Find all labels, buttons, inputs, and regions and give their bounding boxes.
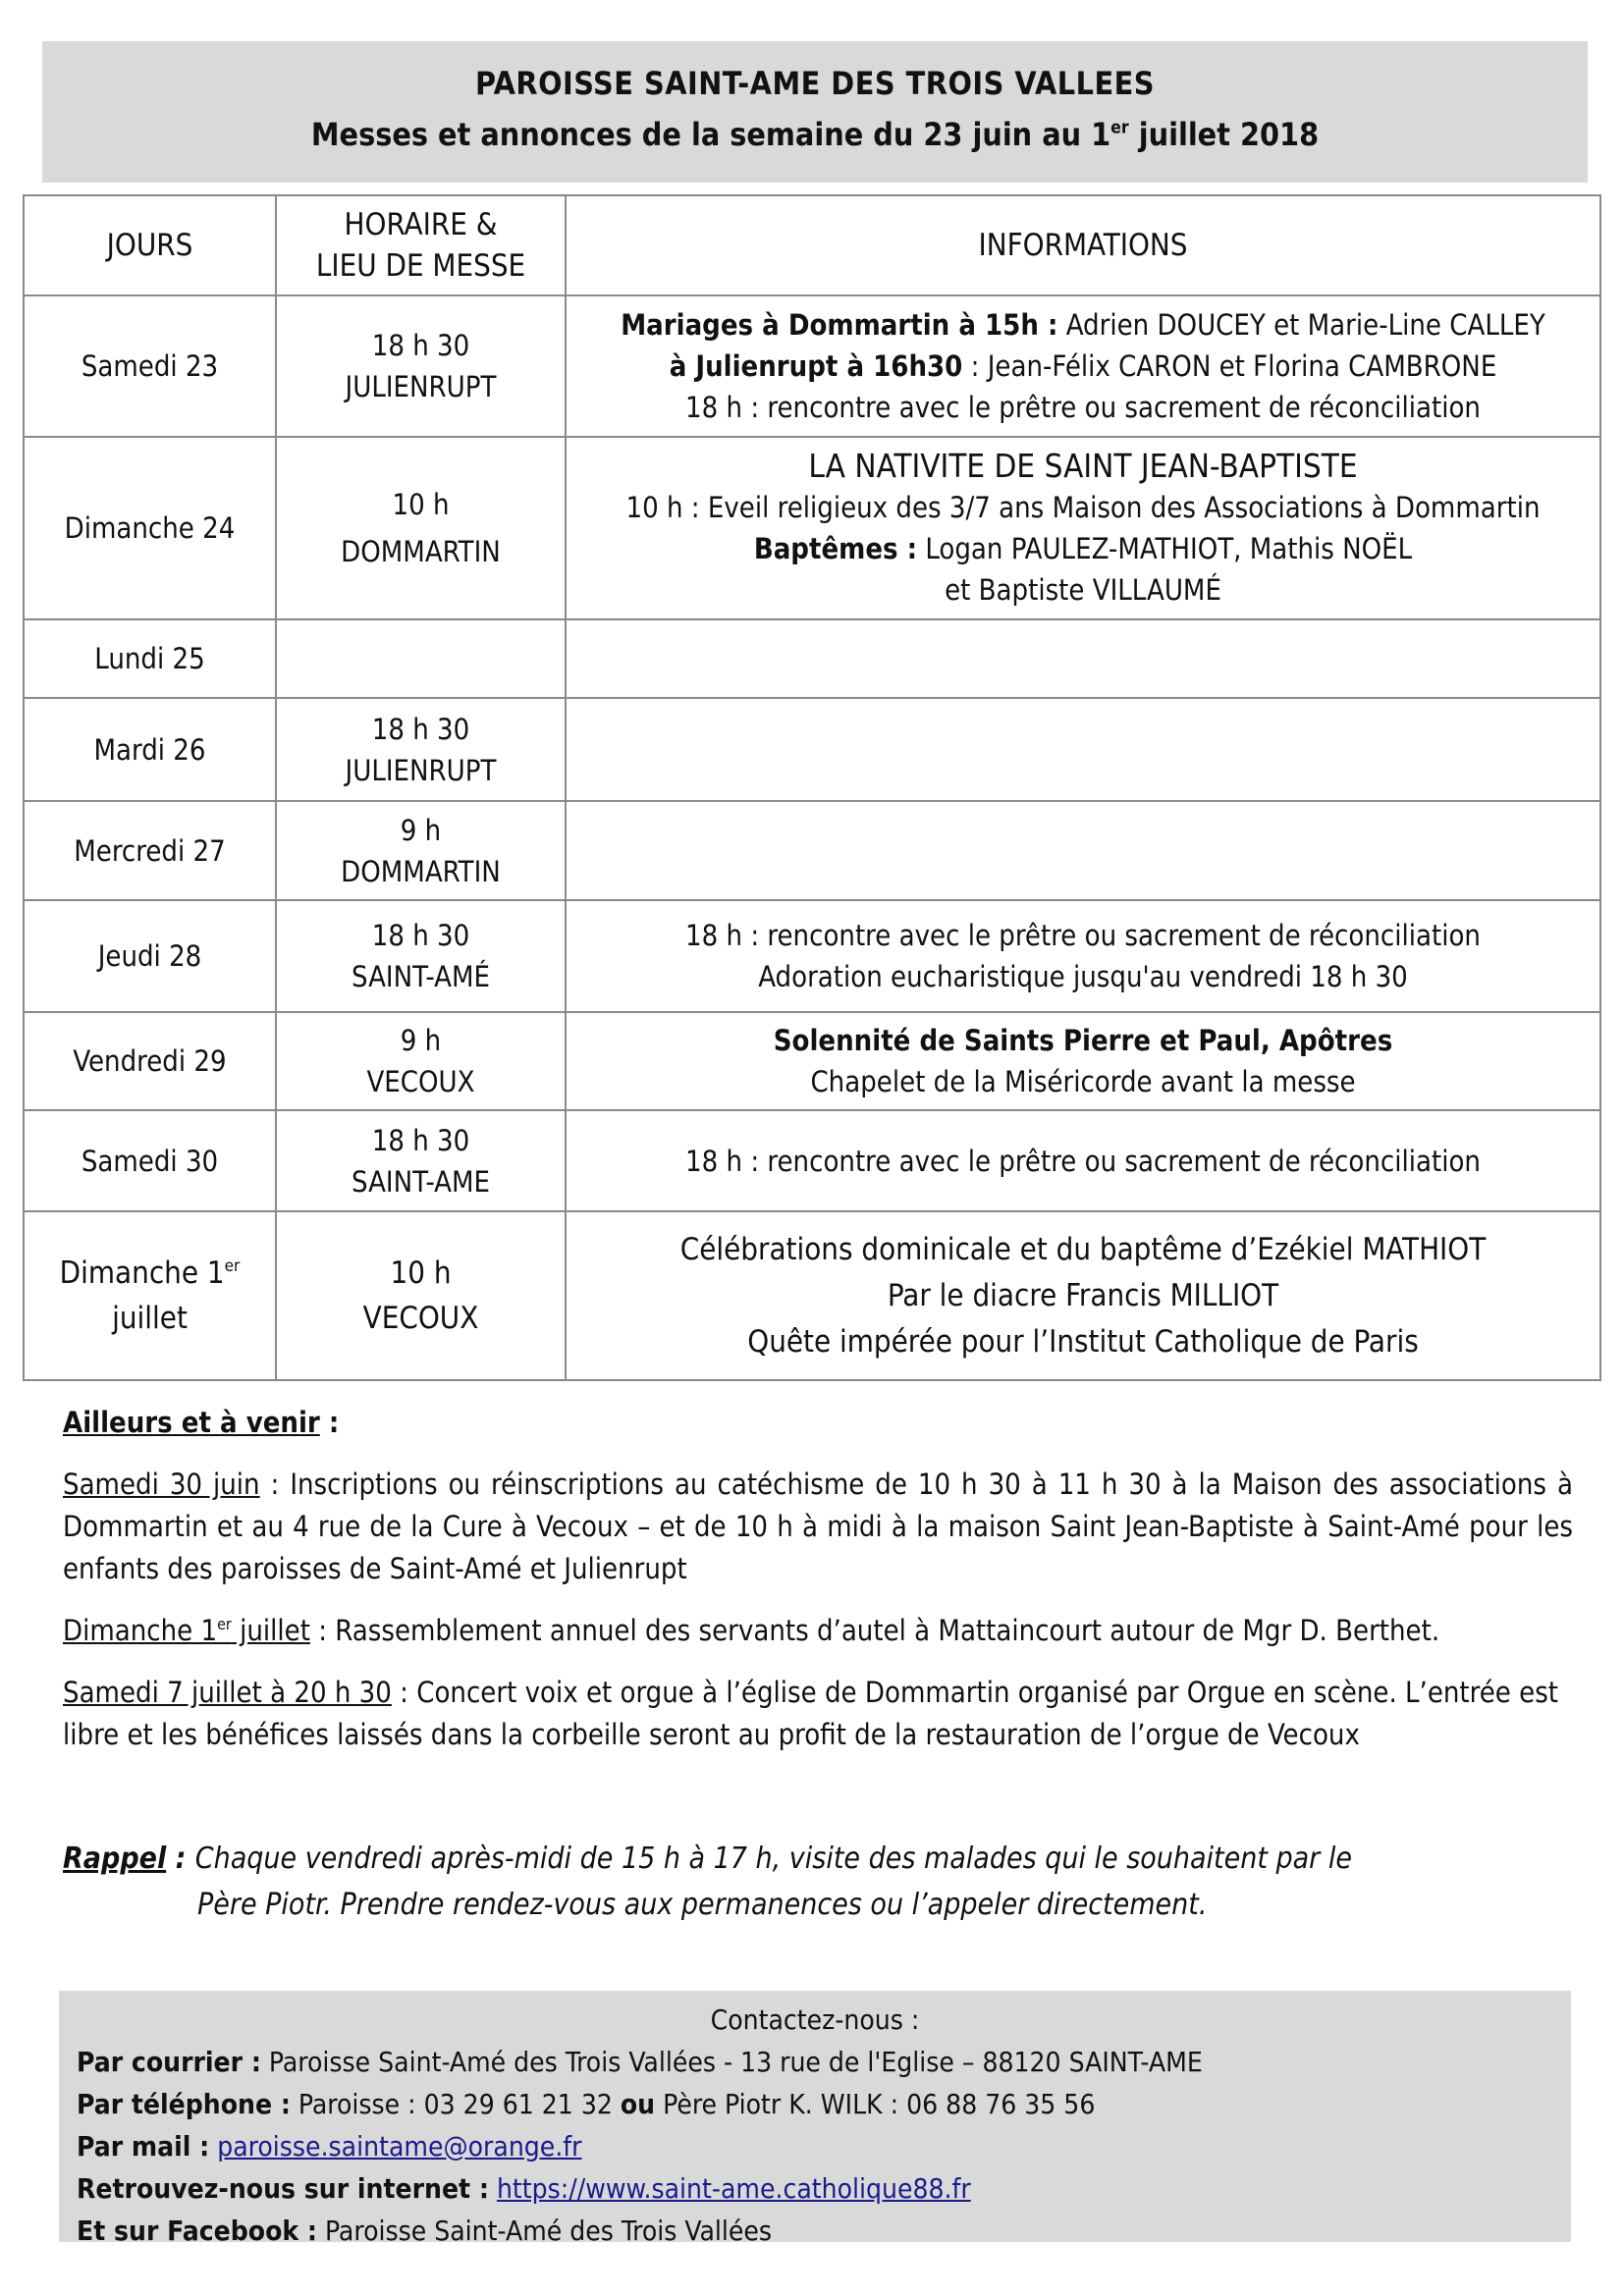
event-date-text-end: juillet [231, 1614, 310, 1647]
subtitle-text: Messes et annonces de la semaine du 23 juin au 1 [310, 116, 1111, 153]
info-line: Par le diacre Francis MILLIOT [887, 1277, 1279, 1313]
contact-label: Retrouvez-nous sur internet : [77, 2172, 489, 2205]
table-header-row [24, 195, 1600, 295]
contact-value: Père Piotr K. WILK : 06 88 76 35 56 [655, 2088, 1096, 2120]
time-place-cell [276, 1211, 566, 1380]
info-cell [566, 1211, 1600, 1380]
reminder-sep: : [166, 1842, 195, 1876]
table-row [24, 437, 1600, 619]
day-cell: Lundi 25 [24, 619, 276, 698]
event-date: Samedi 7 juillet à 20 h 30 [63, 1676, 392, 1709]
mass-time: 18 h 30 [371, 919, 470, 952]
contact-label: Par courrier : [77, 2046, 261, 2078]
event-text: : Rassemblement annuel des servants d’autel à Mattaincourt autour de Mgr D. Berthet. [309, 1614, 1440, 1647]
event-text: : Concert voix et orgue à l’église de Dommartin organisé par Orgue en scène. L’entrée est libre et les bénéfices laissés dans la corbeille seront au profit de la restauration de l’orgue de Vecoux [63, 1676, 1559, 1751]
parish-title: PAROISSE SAINT-AME DES TROIS VALLEES [474, 65, 1156, 102]
table-row [24, 295, 1600, 437]
info-cell [566, 1110, 1600, 1211]
info-line: Célébrations dominicale et du baptême d’Ezékiel MATHIOT [679, 1231, 1487, 1267]
contact-box [59, 1991, 1571, 2247]
table-row [24, 1211, 1600, 1380]
day-cell: Jeudi 28 [24, 900, 276, 1012]
info-cell [566, 619, 1600, 698]
contact-or: ou [620, 2088, 656, 2120]
info-line [567, 304, 1599, 346]
contact-phone [59, 2083, 1571, 2125]
mass-time: 18 h 30 [371, 1123, 470, 1157]
reminder [63, 1836, 1573, 1928]
info-cell [566, 698, 1600, 801]
upcoming-events [63, 1402, 1573, 1776]
header-horaire-line2: LIEU DE MESSE [315, 248, 526, 284]
event-date: Samedi 30 juin [63, 1468, 260, 1501]
info-line: 18 h : rencontre avec le prêtre ou sacrement de réconciliation [685, 391, 1481, 424]
info-cell [566, 295, 1600, 437]
email-link[interactable]: paroisse.saintame@orange.fr [217, 2130, 582, 2163]
info-line [567, 346, 1599, 387]
contact-website [59, 2167, 1571, 2210]
mass-place: JULIENRUPT [345, 370, 497, 403]
contact-email [59, 2125, 1571, 2167]
mass-place: VECOUX [366, 1065, 475, 1098]
event-item [63, 1464, 1573, 1590]
mass-place: DOMMARTIN [341, 854, 501, 888]
contact-title: Contactez-nous : [710, 2003, 920, 2036]
reminder-line1 [63, 1836, 1573, 1882]
info-bold: Mariages à Dommartin à 15h : [621, 308, 1058, 342]
info-line: Quête impérée pour l’Institut Catholique de Paris [747, 1323, 1419, 1360]
day-line1 [25, 1251, 275, 1296]
time-place-cell [276, 801, 566, 900]
event-date [63, 1614, 310, 1647]
subtitle-text-end: juillet 2018 [1128, 116, 1320, 153]
contact-label: Et sur Facebook : [77, 2215, 317, 2247]
website-link[interactable]: https://www.saint-ame.catholique88.fr [496, 2172, 971, 2205]
upcoming-heading [63, 1402, 1573, 1444]
info-cell [566, 437, 1600, 619]
feast-title: LA NATIVITE DE SAINT JEAN-BAPTISTE [808, 447, 1358, 485]
info-cell [566, 801, 1600, 900]
contact-value: Paroisse : 03 29 61 21 32 [290, 2088, 621, 2120]
day-cell: Samedi 30 [24, 1110, 276, 1211]
mass-time: 18 h 30 [371, 329, 470, 362]
table-row [24, 698, 1600, 801]
header-informations: INFORMATIONS [566, 195, 1600, 295]
upcoming-heading-colon: : [319, 1406, 340, 1439]
info-line: 10 h : Eveil religieux des 3/7 ans Maison des Associations à Dommartin [625, 491, 1541, 524]
time-place-cell [276, 1110, 566, 1211]
event-item [63, 1610, 1573, 1652]
info-text: : Jean-Félix CARON et Florina CAMBRONE [962, 349, 1497, 383]
info-line: Chapelet de la Miséricorde avant la messe [810, 1065, 1356, 1098]
info-line: et Baptiste VILLAUMÉ [945, 573, 1221, 607]
day-line2: juillet [112, 1301, 188, 1336]
mass-time: 10 h [390, 1255, 452, 1291]
table-row [24, 1012, 1600, 1110]
header-horaire-line1: HORAIRE & [344, 207, 498, 242]
mass-time: 9 h [400, 813, 442, 847]
day-sup: er [224, 1256, 241, 1277]
event-date-text: Dimanche 1 [63, 1614, 218, 1647]
info-bold: à Julienrupt à 16h30 [669, 349, 963, 383]
page-header [42, 41, 1588, 183]
header-jours: JOURS [24, 195, 276, 295]
table-row [24, 619, 1600, 698]
mass-time: 10 h [392, 488, 450, 521]
contact-label: Par mail : [77, 2130, 210, 2163]
reminder-line2: Père Piotr. Prendre rendez-vous aux permanences ou l’appeler directement. [197, 1888, 1208, 1922]
upcoming-heading-text: Ailleurs et à venir [63, 1406, 320, 1439]
day-cell: Vendredi 29 [24, 1012, 276, 1110]
event-date-sup: er [217, 1614, 232, 1633]
contact-mail-address [59, 2041, 1571, 2083]
contact-value: Paroisse Saint-Amé des Trois Vallées - 13 rue de l'Eglise – 88120 SAINT-AME [260, 2046, 1203, 2078]
mass-place: VECOUX [362, 1301, 479, 1336]
time-place-cell [276, 619, 566, 698]
info-text: Logan PAULEZ-MATHIOT, Mathis NOËL [917, 532, 1413, 565]
day-cell: Samedi 23 [24, 295, 276, 437]
time-place-cell [276, 437, 566, 619]
mass-place: SAINT-AMÉ [351, 960, 491, 993]
table-row [24, 900, 1600, 1012]
subtitle-sup: er [1110, 118, 1129, 138]
day-cell: Mercredi 27 [24, 801, 276, 900]
time-place-cell [276, 295, 566, 437]
info-line: Adoration eucharistique jusqu'au vendredi 18 h 30 [758, 960, 1408, 993]
info-cell [566, 1012, 1600, 1110]
mass-place: JULIENRUPT [345, 753, 497, 787]
info-cell [566, 900, 1600, 1012]
info-line [567, 528, 1599, 569]
contact-facebook [59, 2210, 1571, 2252]
event-text: : Inscriptions ou réinscriptions au catéchisme de 10 h 30 à 11 h 30 à la Maison des associations à Dommartin et au 4 rue de la Cure à Vecoux – et de 10 h à midi à la maison Saint Jean-Baptiste à Saint-Amé pour les enfants des paroisses de Saint-Amé et Julienrupt [63, 1468, 1573, 1585]
info-text: Adrien DOUCEY et Marie-Line CALLEY [1057, 308, 1545, 342]
mass-time: 9 h [400, 1024, 442, 1057]
reminder-label: Rappel [63, 1842, 167, 1876]
time-place-cell [276, 698, 566, 801]
reminder-text: Chaque vendredi après-midi de 15 h à 17 h, visite des malades qui le souhaitent par le [194, 1842, 1352, 1876]
week-subtitle [42, 116, 1588, 153]
time-place-cell [276, 1012, 566, 1110]
table-row [24, 1110, 1600, 1211]
mass-place: SAINT-AME [351, 1164, 491, 1199]
mass-schedule-table [23, 194, 1601, 1381]
info-line: 18 h : rencontre avec le prêtre ou sacrement de réconciliation [685, 919, 1481, 952]
event-item [63, 1672, 1573, 1756]
time-place-cell [276, 900, 566, 1012]
day-cell [24, 1211, 276, 1380]
info-line: 18 h : rencontre avec le prêtre ou sacrement de réconciliation [685, 1144, 1481, 1178]
contact-label: Par téléphone : [77, 2088, 291, 2120]
day-text: Dimanche 1 [59, 1255, 225, 1291]
info-bold: Baptêmes : [753, 532, 918, 565]
mass-place: DOMMARTIN [341, 535, 501, 568]
mass-time: 18 h 30 [371, 712, 470, 746]
feast-title: Solennité de Saints Pierre et Paul, Apôtres [773, 1024, 1393, 1057]
table-row [24, 801, 1600, 900]
header-horaire [276, 195, 566, 295]
day-cell: Mardi 26 [24, 698, 276, 801]
day-cell: Dimanche 24 [24, 437, 276, 619]
contact-value: Paroisse Saint-Amé des Trois Vallées [316, 2215, 773, 2247]
